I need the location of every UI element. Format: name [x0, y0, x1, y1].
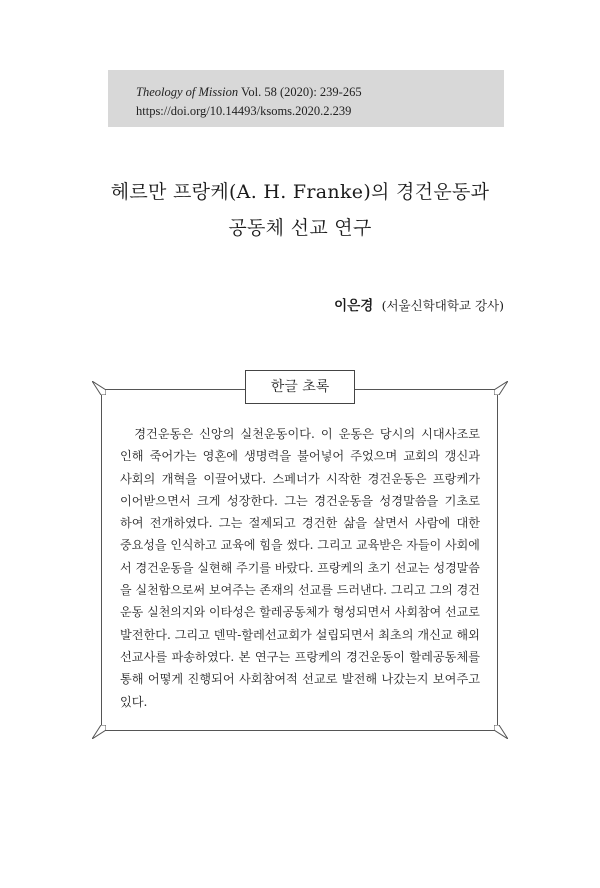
- corner-fold-top-right: [494, 381, 508, 395]
- journal-name: Theology of Mission: [136, 85, 239, 99]
- abstract-line: 중요성을 인식하고 교육에 힘을 썼다. 그리고 교육받은 자들이 사회에: [120, 538, 480, 553]
- doi-link[interactable]: https://doi.org/10.14493/ksoms.2020.2.239: [136, 104, 352, 118]
- author-block: [334, 294, 504, 314]
- abstract-body: [120, 423, 480, 713]
- abstract-line: 선교사를 파송하였다. 본 연구는 프랑케의 경건운동이 할레공동체를: [120, 649, 480, 664]
- corner-fold-top-left: [92, 381, 106, 395]
- abstract-line: 사회의 개혁을 이끌어냈다. 스페너가 시작한 경건운동은 프랑케가: [120, 471, 480, 486]
- journal-header: [108, 70, 504, 127]
- author-affiliation: (서울신학대학교 강사): [381, 298, 504, 313]
- title-line-2: 공동체 선교 연구: [228, 217, 372, 239]
- abstract-line: 이어받으면서 크게 성장한다. 그는 경건운동을 성경말씀을 기초로: [120, 493, 480, 508]
- abstract-line: 발전한다. 그리고 덴막-할레선교회가 설립되면서 최초의 개신교 해외: [120, 627, 480, 642]
- abstract-line: 있다.: [120, 694, 148, 709]
- paper-title: [0, 174, 600, 246]
- abstract-line: 하여 전개하였다. 그는 절제되고 경건한 삶을 살면서 사람에 대한: [120, 516, 480, 531]
- abstract-line: 경건운동은 신앙의 실천운동이다. 이 운동은 당시의 시대사조로: [120, 427, 480, 441]
- abstract-line: 서 경건운동을 실현해 주기를 바랐다. 프랑케의 초기 선교는 성경말씀: [120, 560, 480, 575]
- corner-fold-bottom-left: [92, 725, 106, 739]
- abstract-line: 통해 어떻게 진행되어 사회참여적 선교로 발전해 나갔는지 보여주고: [120, 672, 480, 687]
- volume-info: Vol. 58 (2020): 239-265: [241, 85, 362, 99]
- abstract-line: 인해 죽어가는 영혼에 생명력을 불어넣어 주었으며 교회의 갱신과: [120, 449, 480, 464]
- title-line-1: 헤르만 프랑케(A. H. Franke)의 경건운동과: [110, 181, 490, 203]
- abstract-line: 운동 실천의지와 이타성은 할레공동체가 형성되면서 사회참여 선교로: [120, 605, 480, 620]
- author-name: 이은경: [334, 298, 374, 314]
- journal-citation: [136, 83, 504, 102]
- corner-fold-bottom-right: [494, 725, 508, 739]
- abstract-label: 한글 초록: [245, 370, 355, 404]
- abstract-line: 을 실천함으로써 보여주는 존재의 선교를 드러낸다. 그리고 그의 경건: [120, 583, 480, 598]
